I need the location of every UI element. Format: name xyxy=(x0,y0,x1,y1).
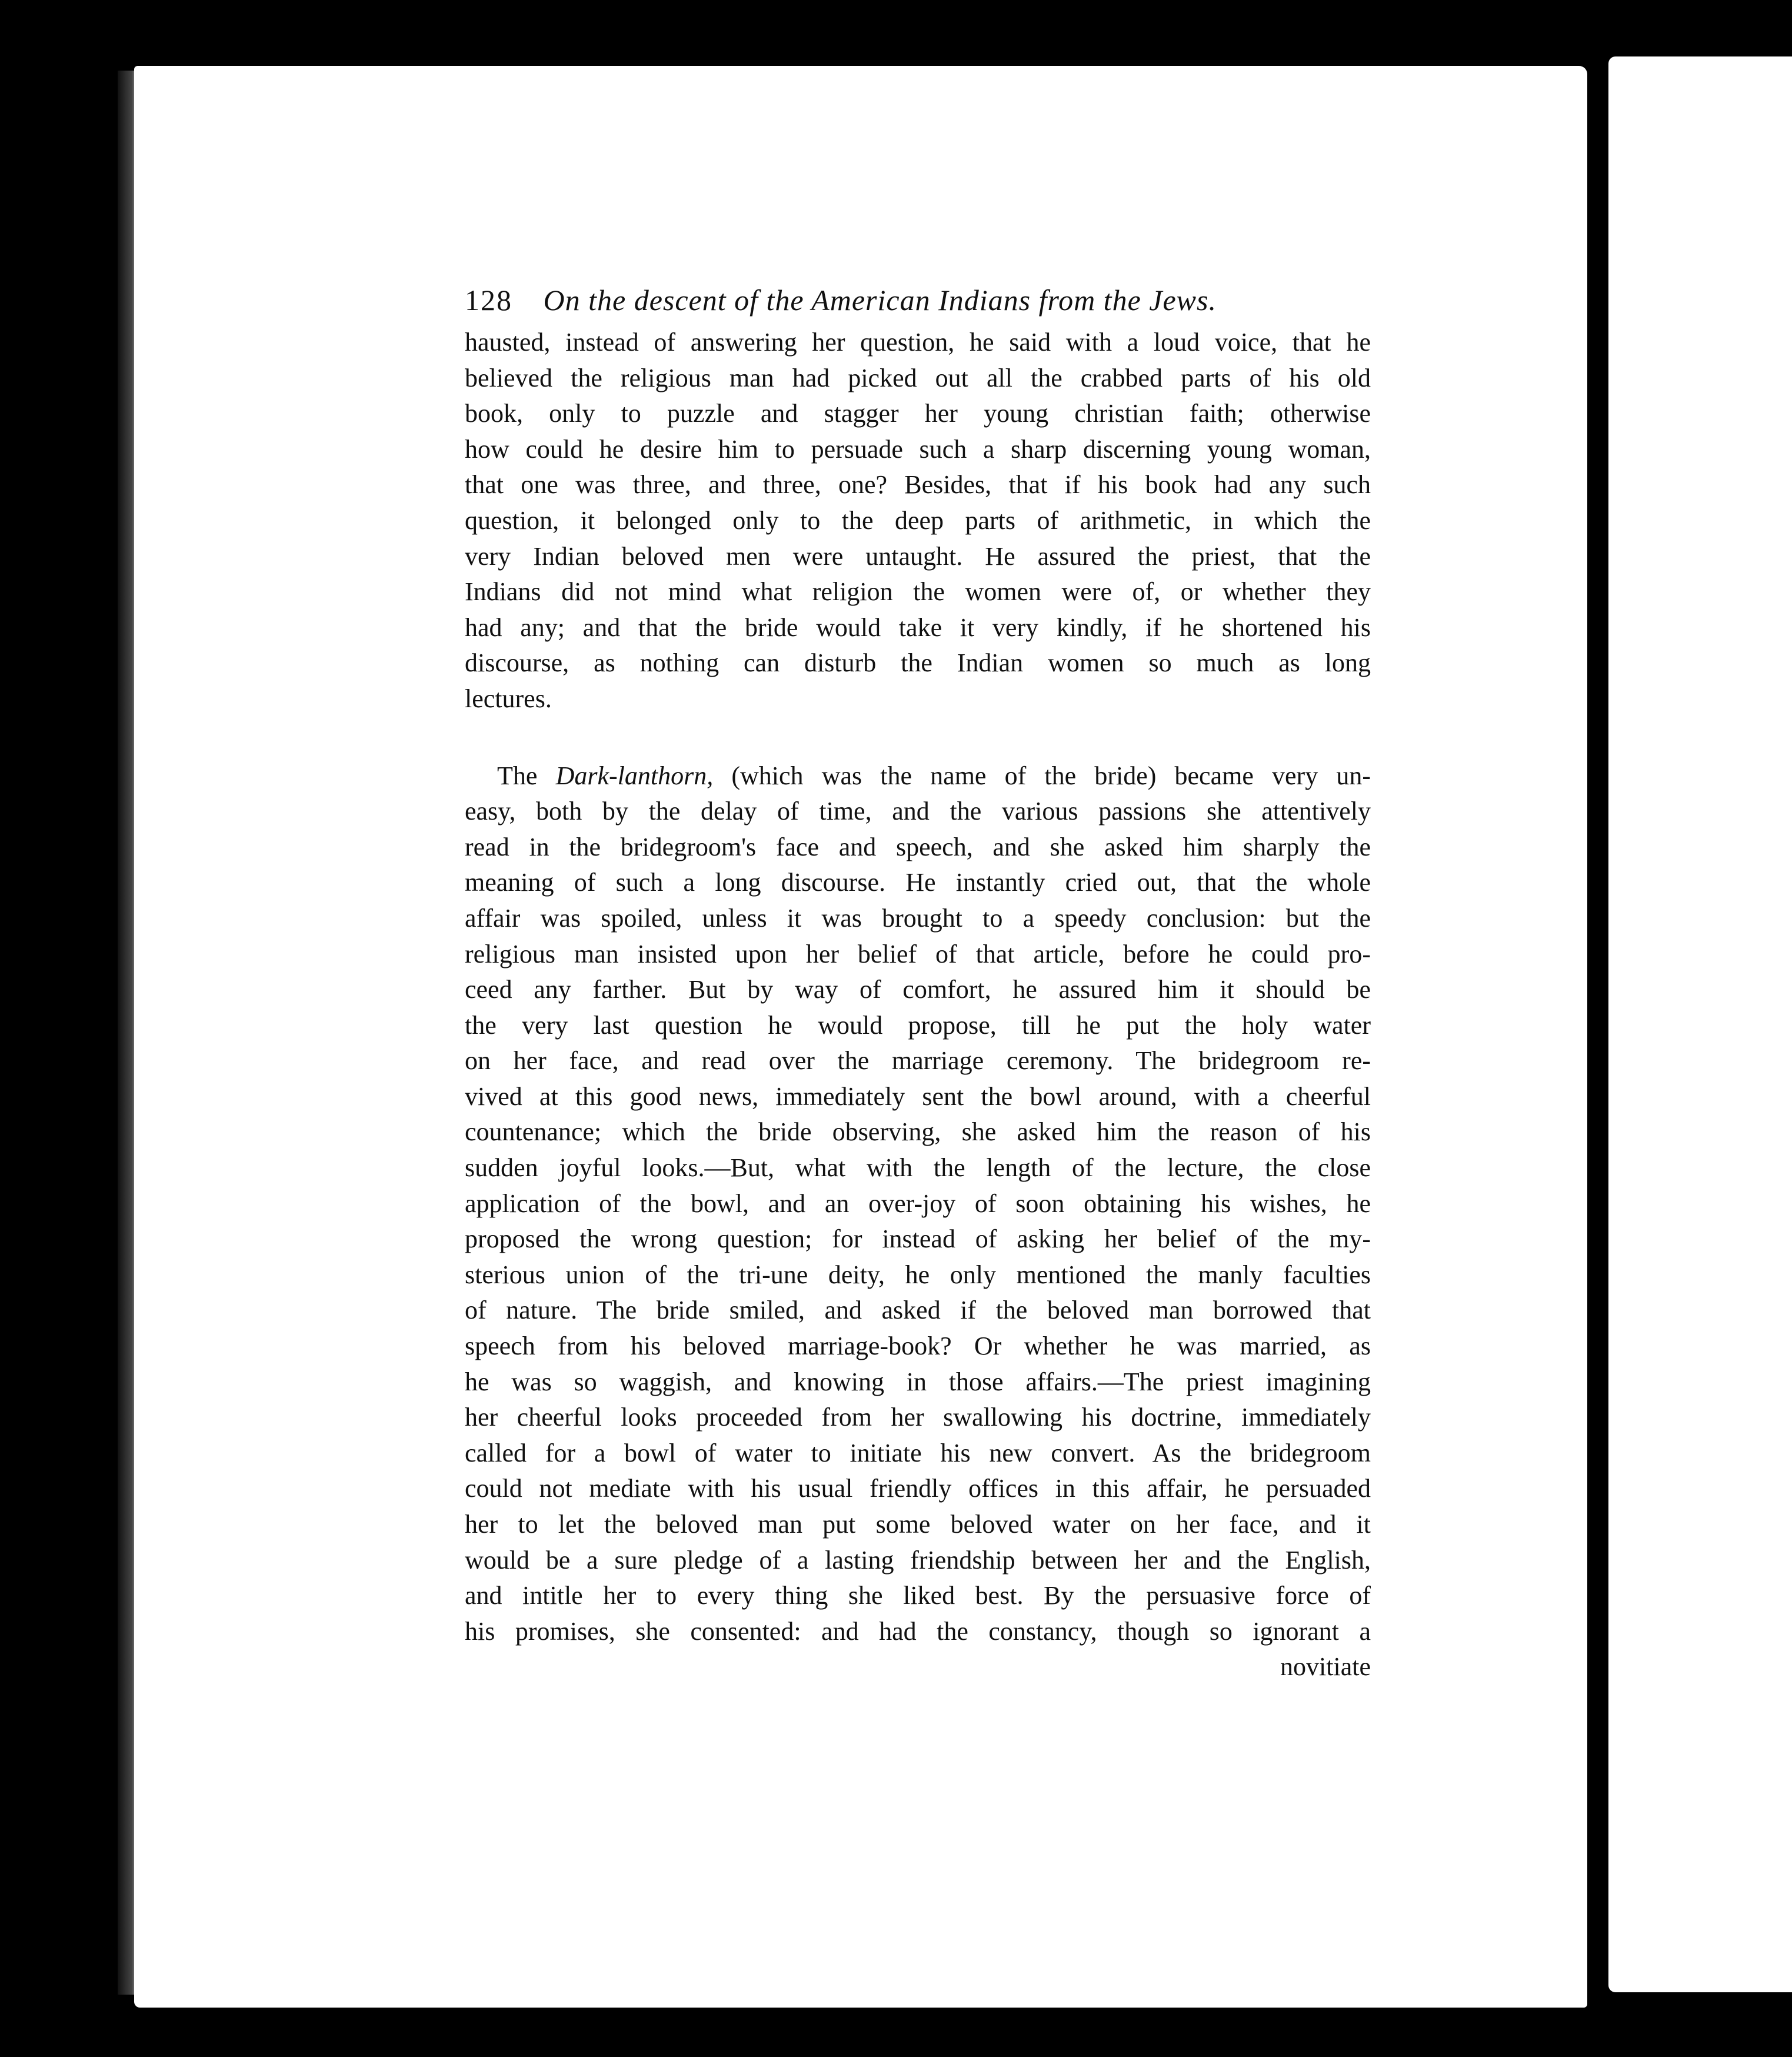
text-line: believed the religious man had picked out all the crabbed parts of his old xyxy=(465,363,1371,392)
text-line: proposed the wrong question; for instead of asking her belief of the my- xyxy=(465,1224,1371,1254)
text-line: read in the bridegroom's face and speech, and she asked him sharply the xyxy=(465,832,1371,861)
paragraph-2 xyxy=(465,758,1371,1650)
text-line: speech from his beloved marriage-book? Or whether he was married, as xyxy=(465,1332,1371,1361)
text-line: that one was three, and three, one? Besides, that if his book had any such xyxy=(465,470,1371,500)
text-line: lectures. xyxy=(465,684,552,713)
text-line: book, only to puzzle and stagger her young christian faith; otherwise xyxy=(465,399,1371,428)
text-line: countenance; which the bride observing, she asked him the reason of his xyxy=(465,1117,1371,1147)
line-rest: (which was the name of the bride) became very un- xyxy=(713,761,1371,790)
text-line: had any; and that the bride would take it very kindly, if he shortened his xyxy=(465,613,1371,642)
line-lead: The xyxy=(497,761,556,790)
text-line: called for a bowl of water to initiate his new convert. As the bridegroom xyxy=(465,1438,1371,1467)
text-line: meaning of such a long discourse. He instantly cried out, that the whole xyxy=(465,868,1371,897)
facing-page-edge xyxy=(1608,56,1792,1992)
text-line: her to let the beloved man put some beloved water on her face, and it xyxy=(465,1510,1371,1539)
paragraph-break xyxy=(465,717,1371,758)
text-line: very Indian beloved men were untaught. He assured the priest, that the xyxy=(465,541,1371,571)
page-number: 128 xyxy=(465,284,512,317)
text-line: question, it belonged only to the deep parts of arithmetic, in which the xyxy=(465,505,1371,535)
text-line: of nature. The bride smiled, and asked if the beloved man borrowed that xyxy=(465,1296,1371,1325)
text-line: hausted, instead of answering her question, he said with a loud voice, that he xyxy=(465,328,1371,357)
paragraph-1 xyxy=(465,325,1371,717)
text-line: religious man insisted upon her belief of that article, before he could pro- xyxy=(465,939,1371,968)
running-title: On the descent of the American Indians from the Jews. xyxy=(543,284,1217,317)
catchword: novitiate xyxy=(1280,1652,1371,1682)
text-line: sudden joyful looks.—But, what with the length of the lecture, the close xyxy=(465,1153,1371,1183)
text-line: the very last question he would propose, till he put the holy water xyxy=(465,1010,1371,1040)
text-line: his promises, she consented: and had the constancy, though so ignorant a xyxy=(465,1616,1371,1646)
text-line: vived at this good news, immediately sent the bowl around, with a cheerful xyxy=(465,1081,1371,1111)
running-head xyxy=(465,277,1371,324)
text-line: could not mediate with his usual friendly offices in this affair, he persuaded xyxy=(465,1474,1371,1503)
text-line: easy, both by the delay of time, and the various passions she attentively xyxy=(465,797,1371,826)
book-gutter xyxy=(1587,53,1608,1995)
text-line xyxy=(465,758,1371,794)
bride-name: Dark-lanthorn, xyxy=(555,761,714,790)
text-line: on her face, and read over the marriage ceremony. The bridegroom re- xyxy=(465,1046,1371,1076)
text-line: her cheerful looks proceeded from her swallowing his doctrine, immediately xyxy=(465,1403,1371,1432)
text-line: sterious union of the tri-une deity, he only mentioned the manly faculties xyxy=(465,1260,1371,1289)
text-line: discourse, as nothing can disturb the Indian women so much as long xyxy=(465,648,1371,678)
text-line: and intitle her to every thing she liked best. By the persuasive force of xyxy=(465,1581,1371,1610)
text-line: would be a sure pledge of a lasting friendship between her and the English, xyxy=(465,1545,1371,1575)
text-line: Indians did not mind what religion the women were of, or whether they xyxy=(465,577,1371,607)
page-text xyxy=(465,277,1371,1685)
text-line: affair was spoiled, unless it was brought to a speedy conclusion: but the xyxy=(465,903,1371,933)
text-line: he was so waggish, and knowing in those affairs.—The priest imagining xyxy=(465,1367,1371,1396)
text-line: ceed any farther. But by way of comfort, he assured him it should be xyxy=(465,975,1371,1004)
text-line: how could he desire him to persuade such a sharp discerning young woman, xyxy=(465,434,1371,464)
text-line: application of the bowl, and an over-joy of soon obtaining his wishes, he xyxy=(465,1189,1371,1218)
